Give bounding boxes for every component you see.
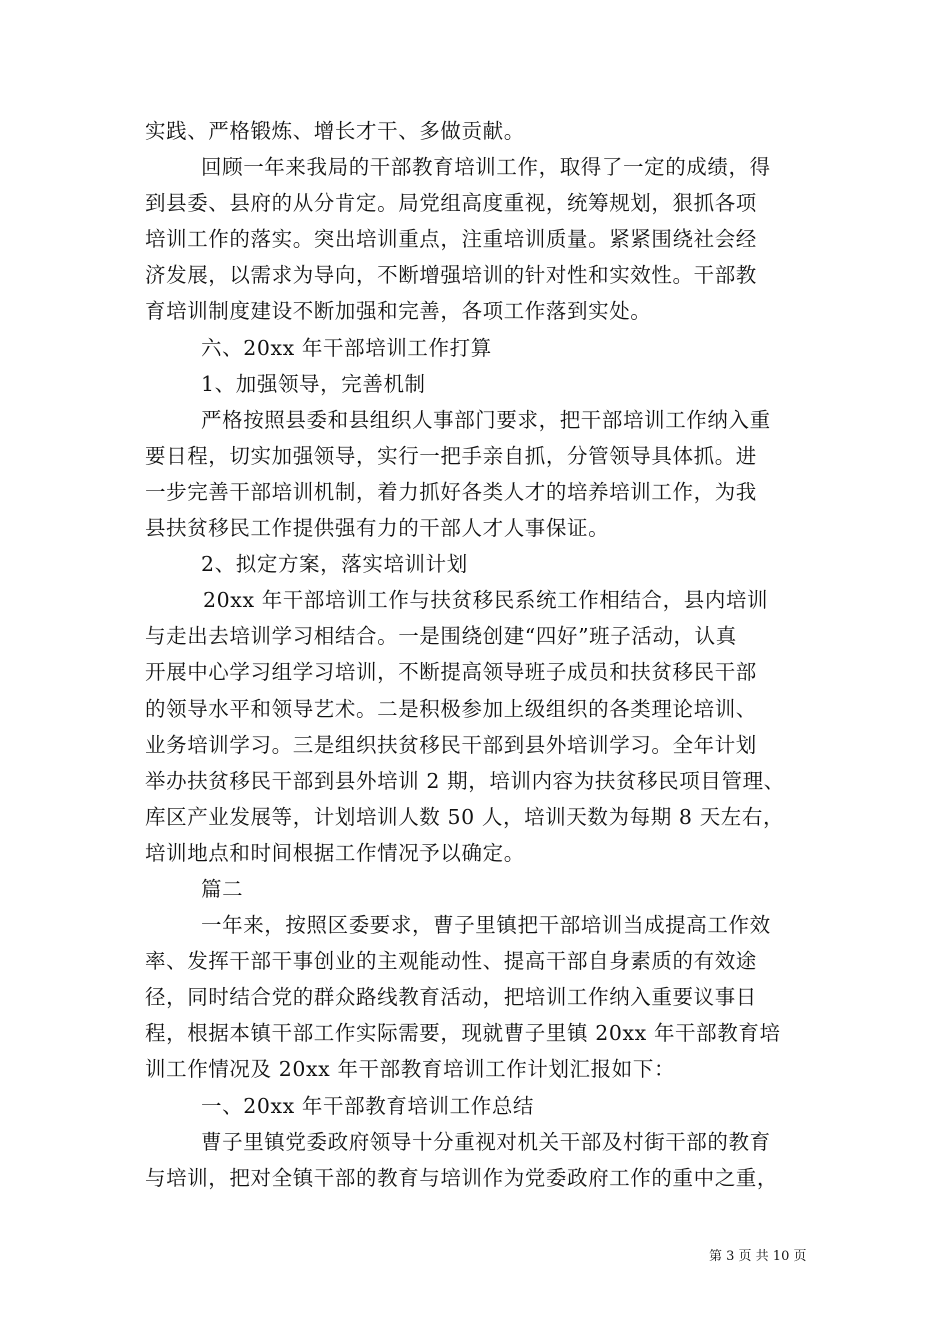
text-line: 开展中心学习组学习培训，不断提高领导班子成员和扶贫移民干部: [145, 660, 757, 685]
text-line: 育培训制度建设不断加强和完善，各项工作落到实处。: [145, 299, 652, 324]
text-line: 业务培训学习。三是组织扶贫移民干部到县外培训学习。全年计划: [145, 732, 757, 757]
text-line: 的领导水平和领导艺术。二是积极参加上级组织的各类理论培训、: [145, 696, 757, 721]
text-line: 与培训，把对全镇干部的教育与培训作为党委政府工作的重中之重，: [145, 1165, 778, 1190]
text-line: 县扶贫移民工作提供强有力的干部人才人事保证。: [145, 516, 610, 541]
text-line: 径，同时结合党的群众路线教育活动，把培训工作纳入重要议事日: [145, 985, 757, 1010]
text-line: 济发展，以需求为导向，不断增强培训的针对性和实效性。干部教: [145, 263, 757, 288]
text-line: 率、发挥干部干事创业的主观能动性、提高干部自身素质的有效途: [145, 949, 757, 974]
text-line: 培训地点和时间根据工作情况予以确定。: [145, 840, 525, 865]
document-body: [145, 113, 825, 1196]
text-line: 曹子里镇党委政府领导十分重视对机关干部及村街干部的教育: [201, 1129, 771, 1154]
section-heading: 篇二: [201, 876, 244, 901]
section-heading: 六、20xx 年干部培训工作打算: [201, 335, 492, 360]
text-line: 到县委、县府的从分肯定。局党组高度重视，统筹规划，狠抓各项: [145, 191, 757, 216]
subsection-heading: 2、拟定方案，落实培训计划: [201, 552, 468, 577]
text-line: 20xx 年干部培训工作与扶贫移民系统工作相结合，县内培训: [203, 588, 769, 613]
text-line: 严格按照县委和县组织人事部门要求，把干部培训工作纳入重: [201, 407, 771, 432]
subsection-heading: 1、加强领导，完善机制: [201, 371, 426, 396]
text-line: 训工作情况及 20xx 年干部教育培训工作计划汇报如下：: [145, 1057, 676, 1082]
text-line: 一年来，按照区委要求，曹子里镇把干部培训当成提高工作效: [201, 913, 771, 938]
text-line: 一步完善干部培训机制，着力抓好各类人才的培养培训工作，为我: [145, 479, 757, 504]
text-line: 举办扶贫移民干部到县外培训 2 期，培训内容为扶贫移民项目管理、: [145, 768, 785, 793]
section-heading: 一、20xx 年干部教育培训工作总结: [201, 1093, 535, 1118]
page-number: 第 3 页 共 10 页: [709, 1249, 807, 1264]
text-line: 库区产业发展等，计划培训人数 50 人，培训天数为每期 8 天左右，: [145, 804, 785, 829]
text-line: 回顾一年来我局的干部教育培训工作，取得了一定的成绩，得: [201, 155, 771, 180]
text-line: 实践、严格锻炼、增长才干、多做贡献。: [145, 119, 525, 143]
text-line: 程，根据本镇干部工作实际需要，现就曹子里镇 20xx 年干部教育培: [145, 1021, 781, 1046]
text-line: 要日程，切实加强领导，实行一把手亲自抓，分管领导具体抓。进: [145, 443, 757, 468]
text-line: 与走出去培训学习相结合。一是围绕创建“四好”班子活动，认真: [145, 624, 737, 649]
text-line: 培训工作的落实。突出培训重点，注重培训质量。紧紧围绕社会经: [145, 227, 757, 252]
